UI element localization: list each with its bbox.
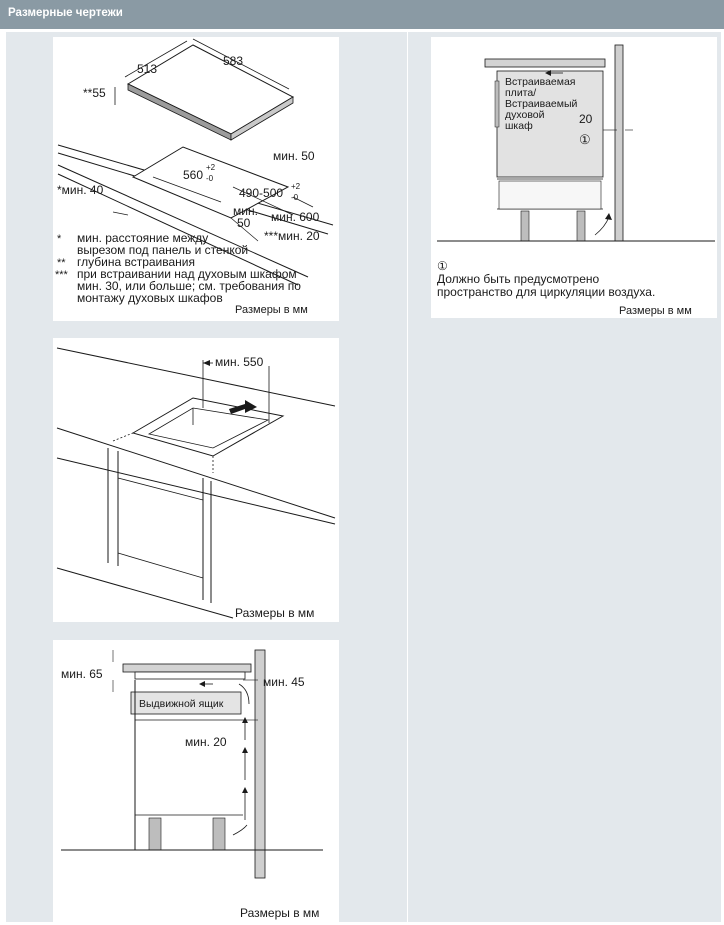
- left-column: [6, 32, 407, 922]
- section-title: Размерные чертежи: [8, 7, 123, 19]
- min-20: ***мин. 20: [264, 229, 320, 243]
- dim-20: 20: [579, 112, 593, 126]
- tol-560-down: -0: [206, 174, 214, 183]
- min-65: мин. 65: [61, 667, 103, 681]
- dim-490-500: 490-500: [239, 186, 284, 200]
- drawer-side-view-figure: [53, 640, 339, 922]
- units-label: Размеры в мм: [235, 606, 315, 620]
- min-20: мин. 20: [185, 735, 227, 749]
- built-in-oven-figure: [431, 37, 717, 318]
- note-1-line-2: вырезом под панель и стенкой: [77, 243, 249, 257]
- note-mark-1: *: [57, 233, 62, 245]
- units-label: Размеры в мм: [619, 305, 692, 317]
- note-mark-2: **: [57, 257, 66, 269]
- section-header: [0, 0, 724, 29]
- min-50-bottom-b: 50: [237, 216, 251, 230]
- dim-513: 513: [137, 62, 158, 76]
- min-40: *мин. 40: [57, 183, 104, 197]
- cutout-dimensions-figure: [53, 37, 339, 321]
- note-3-line-1: при встраивании над духовым шкафом: [77, 267, 297, 281]
- min-550: мин. 550: [215, 355, 264, 369]
- min-45: мин. 45: [263, 675, 305, 689]
- tol-560-up: +2: [206, 163, 216, 172]
- note-marker: ①: [437, 259, 448, 273]
- dim-560: 560: [183, 168, 204, 182]
- oven-label-line-4: духовой: [505, 109, 545, 121]
- note-1-line-1: мин. расстояние между: [77, 231, 209, 245]
- tol-490-up: +2: [291, 182, 301, 191]
- dim-55: **55: [83, 86, 106, 100]
- units-label: Размеры в мм: [235, 304, 308, 316]
- circled-1-marker: ①: [579, 132, 591, 147]
- note-line-2: пространство для циркуляции воздуха.: [437, 285, 656, 299]
- oven-label-line-3: Встраиваемый: [505, 98, 578, 110]
- note-3-line-2: мин. 30, или больше; см. требования по: [77, 279, 301, 293]
- oven-label-line-1: Встраиваемая: [505, 76, 576, 88]
- tol-490-down: -0: [291, 193, 299, 202]
- dim-583: 583: [223, 54, 244, 68]
- min-600: мин. 600: [271, 210, 320, 224]
- min-50-bottom-a: мин.: [233, 204, 258, 218]
- note-2-line-1: глубина встраивания: [77, 255, 195, 269]
- oven-label-line-5: шкаф: [505, 120, 533, 132]
- installation-perspective-figure: [53, 338, 339, 622]
- units-label: Размеры в мм: [240, 906, 320, 920]
- note-line-1: Должно быть предусмотрено: [437, 272, 600, 286]
- oven-label-line-2: плита/: [505, 87, 537, 99]
- note-3-line-3: монтажу духовых шкафов: [77, 291, 223, 305]
- drawer-label: Выдвижной ящик: [139, 698, 224, 710]
- right-column: [408, 32, 721, 922]
- note-mark-3: ***: [55, 269, 68, 281]
- min-50-top: мин. 50: [273, 149, 315, 163]
